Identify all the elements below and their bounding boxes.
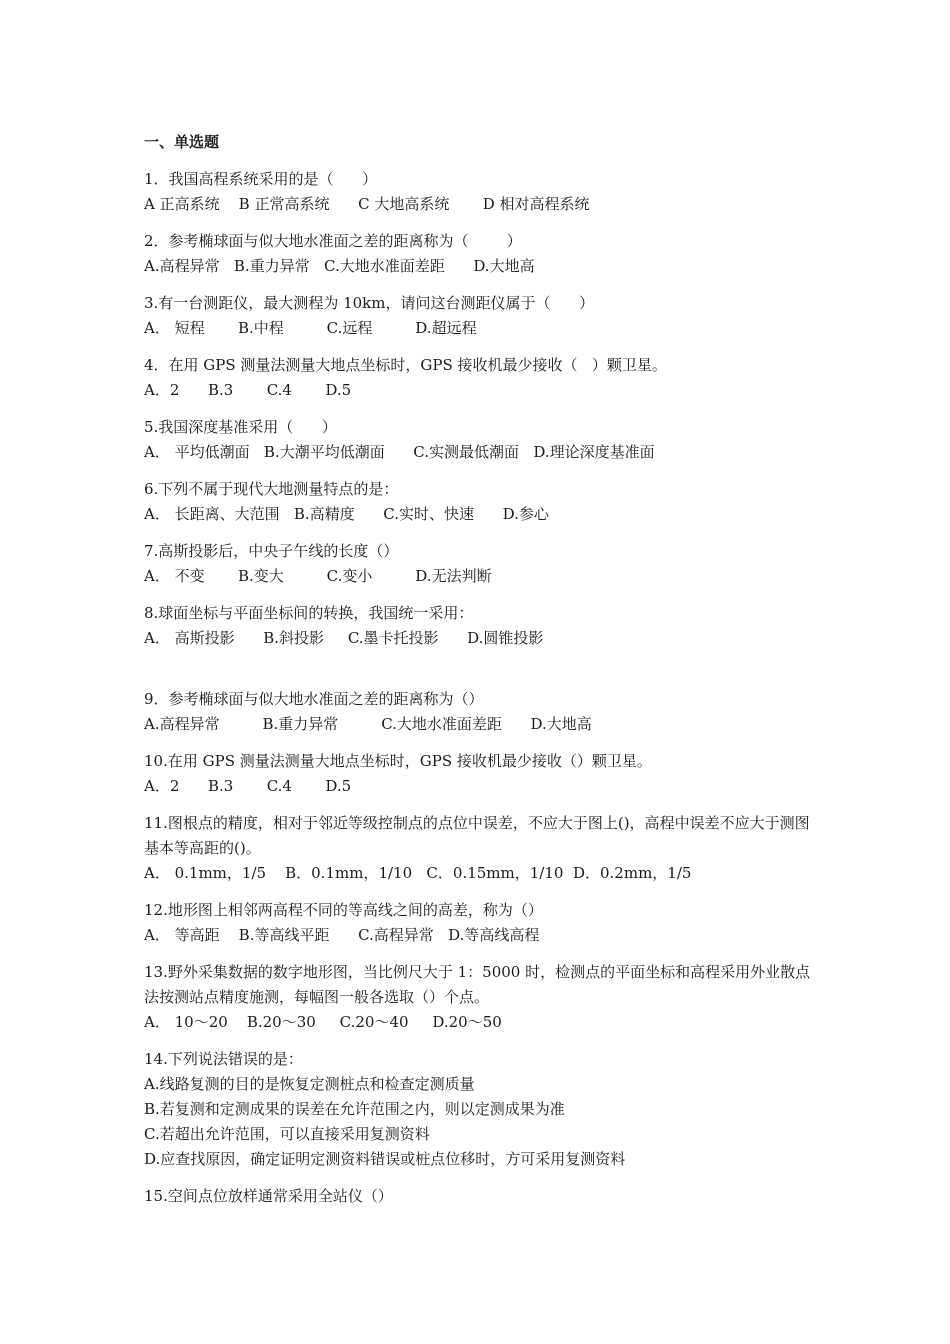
question-options: A． 短程 B.中程 C.远程 D.超远程 (144, 319, 477, 337)
exam-page (144, 130, 814, 1221)
question-2 (144, 229, 814, 279)
question-stem: 4．在用 GPS 测量法测量大地点坐标时，GPS 接收机最少接收（ ）颗卫星。 (144, 356, 667, 374)
question-3 (144, 291, 814, 341)
question-6 (144, 477, 814, 527)
question-stem: 5.我国深度基准采用（ ） (144, 418, 337, 436)
option-c: C.若超出允许范围，可以直接采用复测资料 (144, 1125, 430, 1143)
question-options: A． 高斯投影 B.斜投影 C.墨卡托投影 D.圆锥投影 (144, 629, 544, 647)
question-stem: 7.高斯投影后，中央子午线的长度（） (144, 542, 399, 560)
question-1 (144, 167, 814, 217)
question-options: A． 等高距 B.等高线平距 C.高程异常 D.等高线高程 (144, 926, 540, 944)
question-options: A． 0.1mm，1/5 B．0.1mm，1/10 C．0.15mm，1/10 D．0.2mm，1/5 (144, 864, 692, 882)
question-options: A．2 B.3 C.4 D.5 (144, 777, 352, 795)
question-9 (144, 687, 814, 737)
question-options: A． 平均低潮面 B.大潮平均低潮面 C.实测最低潮面 D.理论深度基准面 (144, 443, 655, 461)
option-d: D.应查找原因，确定证明定测资料错误或桩点位移时，方可采用复测资料 (144, 1150, 626, 1168)
question-10 (144, 749, 814, 799)
question-15 (144, 1184, 814, 1209)
question-options: A.高程异常 B.重力异常 C.大地水准面差距 D.大地高 (144, 715, 592, 733)
question-12 (144, 898, 814, 948)
question-stem: 2．参考椭球面与似大地水准面之差的距离称为（ ） (144, 232, 522, 250)
question-stem: 15.空间点位放样通常采用全站仪（） (144, 1187, 393, 1205)
question-options: A． 10～20 B.20～30 C.20～40 D.20～50 (144, 1013, 502, 1031)
question-options: A 正高系统 B 正常高系统 C 大地高系统 D 相对高程系统 (144, 195, 590, 213)
question-stem: 14.下列说法错误的是： (144, 1050, 303, 1068)
option-a: A.线路复测的目的是恢复定测桩点和检查定测质量 (144, 1075, 475, 1093)
question-4 (144, 353, 814, 403)
question-stem: 11.图根点的精度，相对于邻近等级控制点的点位中误差，不应大于图上()，高程中误差不应大于测图基本等高距的()。 (144, 814, 810, 857)
question-stem: 10.在用 GPS 测量法测量大地点坐标时，GPS 接收机最少接收（）颗卫星。 (144, 752, 652, 770)
question-options: A.高程异常 B.重力异常 C.大地水准面差距 D.大地高 (144, 257, 535, 275)
question-stem: 6.下列不属于现代大地测量特点的是： (144, 480, 399, 498)
question-stem: 3.有一台测距仪，最大测程为 10km，请问这台测距仪属于（ ） (144, 294, 595, 312)
section-title: 一、单选题 (144, 133, 220, 151)
option-b: B.若复测和定测成果的误差在允许范围之内，则以定测成果为准 (144, 1100, 565, 1118)
question-options: A． 不变 B.变大 C.变小 D.无法判断 (144, 567, 492, 585)
question-stem: 1．我国高程系统采用的是（ ） (144, 170, 378, 188)
question-options: A． 长距离、大范围 B.高精度 C.实时、快速 D.参心 (144, 505, 549, 523)
question-13 (144, 960, 814, 1035)
question-14 (144, 1047, 814, 1172)
question-stem: 13.野外采集数据的数字地形图，当比例尺大于 1：5000 时，检测点的平面坐标和高程采用外业散点法按测站点精度施测，每幅图一般各选取（）个点。 (144, 963, 811, 1006)
question-stem: 8.球面坐标与平面坐标间的转换，我国统一采用： (144, 604, 474, 622)
question-options: A．2 B.3 C.4 D.5 (144, 381, 352, 399)
question-7 (144, 539, 814, 589)
question-5 (144, 415, 814, 465)
question-8 (144, 601, 814, 651)
question-stem: 12.地形图上相邻两高程不同的等高线之间的高差，称为（） (144, 901, 543, 919)
question-stem: 9．参考椭球面与似大地水准面之差的距离称为（） (144, 690, 484, 708)
question-11 (144, 811, 814, 886)
